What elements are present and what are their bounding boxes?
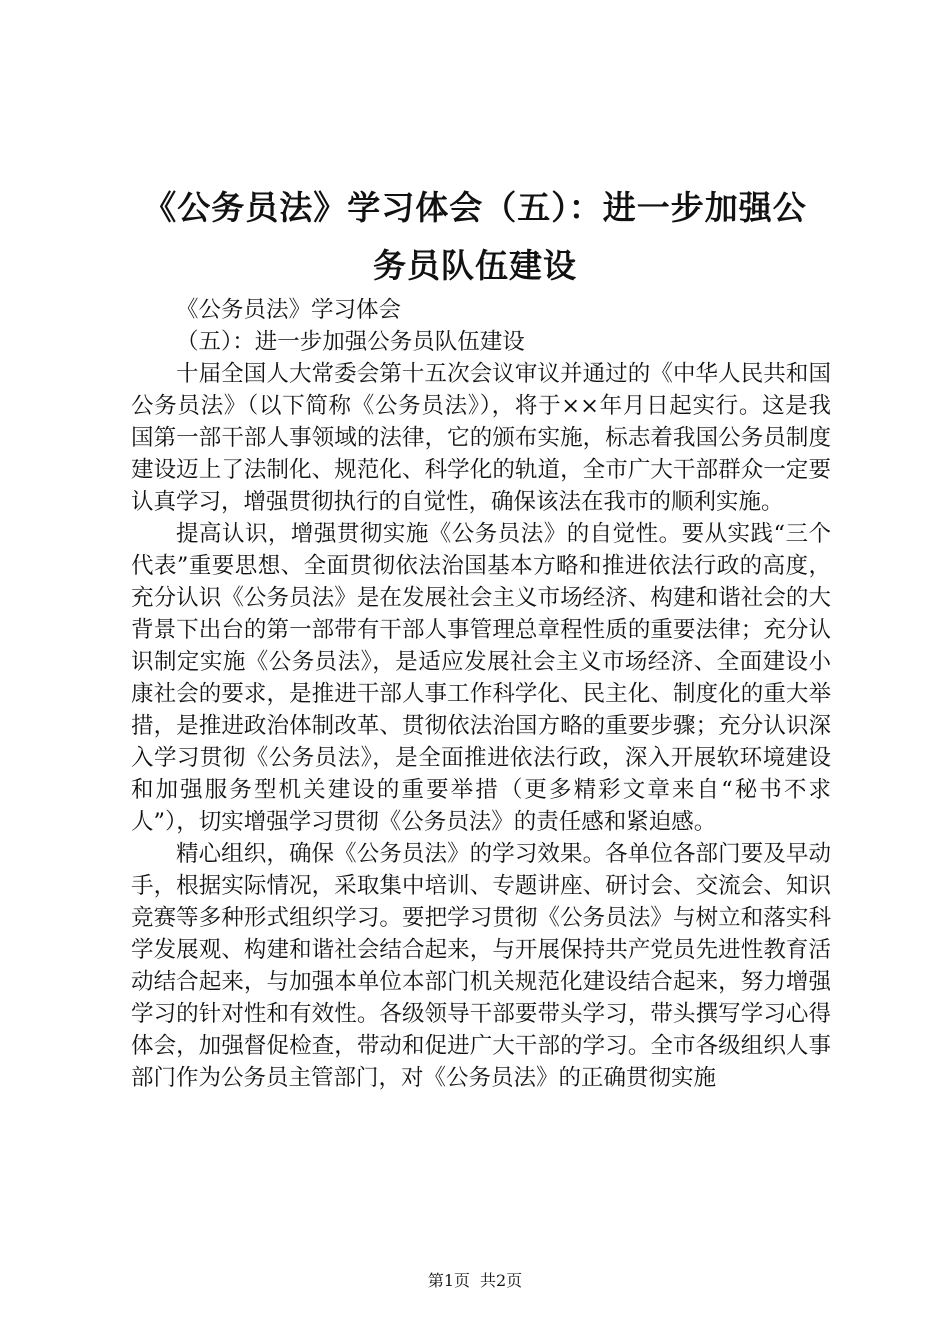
page-number: 第1页 bbox=[427, 1271, 470, 1290]
page-footer bbox=[0, 1271, 950, 1291]
paragraph: 精心组织，确保《公务员法》的学习效果。各单位各部门要及早动手，根据实际情况，采取集中培训、专题讲座、研讨会、交流会、知识竞赛等多种形式组织学习。要把学习贯彻《公务员法》与树立和落实科学发展观、构建和谐社会结合起来，与开展保持共产党员先进性教育活动结合起来，与加强本单位本部门机关规范化建设结合起来，努力增强学习的针对性和有效性。各级领导干部要带头学习，带头撰写学习心得体会，加强督促检查，带动和促进广大干部的学习。全市各级组织人事部门作为公务员主管部门，对《公务员法》的正确贯彻实施 bbox=[131, 841, 831, 1091]
document-title-line-2: 务员队伍建设 bbox=[373, 246, 577, 285]
document-title-line-1: 《公务员法》学习体会（五）：进一步加强公 bbox=[143, 188, 807, 227]
subtitle-line-1: 《公务员法》学习体会 bbox=[176, 297, 402, 323]
document-body bbox=[131, 294, 831, 1094]
paragraph: 提高认识，增强贯彻实施《公务员法》的自觉性。要从实践“三个代表”重要思想、全面贯彻依法治国基本方略和推进依法行政的高度，充分认识《公务员法》是在发展社会主义市场经济、构建和谐社会的大背景下出台的第一部带有干部人事管理总章程性质的重要法律；充分认识制定实施《公务员法》，是适应发展社会主义市场经济、全面建设小康社会的要求，是推进干部人事工作科学化、民主化、制度化的重大举措，是推进政治体制改革、贯彻依法治国方略的重要步骤；充分认识深入学习贯彻《公务员法》，是全面推进依法行政，深入开展软环境建设和加强服务型机关建设的重要举措（更多精彩文章来自“秘书不求人”），切实增强学习贯彻《公务员法》的责任感和紧迫感。 bbox=[131, 521, 831, 835]
paragraph: 十届全国人大常委会第十五次会议审议并通过的《中华人民共和国公务员法》（以下简称《公务员法》），将于××年月日起实行。这是我国第一部干部人事领域的法律，它的颁布实施，标志着我国公务员制度建设迈上了法制化、规范化、科学化的轨道，全市广大干部群众一定要认真学习，增强贯彻执行的自觉性，确保该法在我市的顺利实施。 bbox=[131, 361, 831, 515]
page-total: 共2页 bbox=[480, 1271, 523, 1290]
subtitle-line-2: （五）：进一步加强公务员队伍建设 bbox=[176, 329, 525, 355]
